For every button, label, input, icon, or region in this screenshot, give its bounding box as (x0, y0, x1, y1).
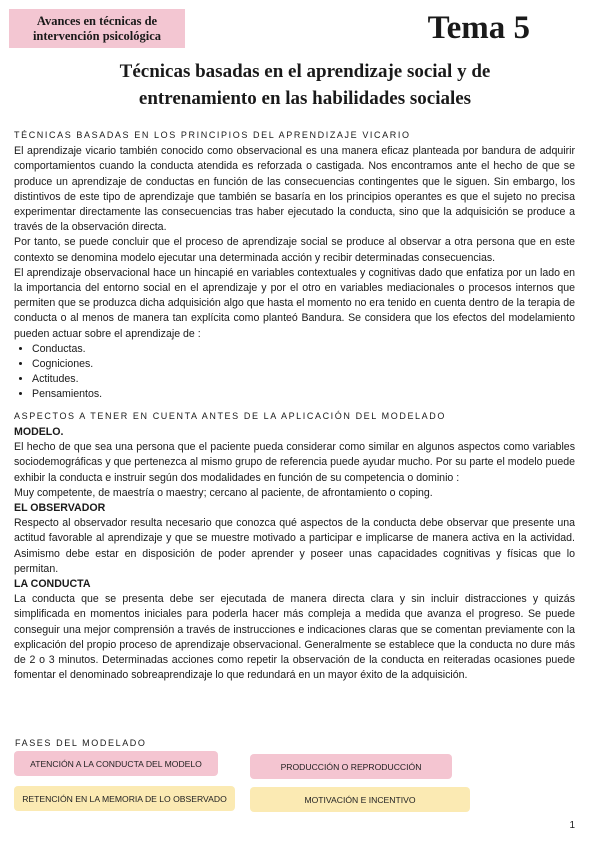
topic-number: Tema 5 (427, 10, 530, 46)
phase-retention: RETENCIÓN EN LA MEMORIA DE LO OBSERVADO (14, 786, 235, 811)
paragraph: El aprendizaje observacional hace un hincapié en variables contextuales y cognitivas dado que enfatiza por un lado en la importancia del entorno social en el aprendizaje y por el otro en variables mediacionales o procesos internos que permiten que se produzca dicha adquisición algo que hasta el momento no era tenido en cuenta dentro de la terapia de conducta o al menos de manera tan explícita como planteó Bandura. Se considera que los efectos del modelamiento pueden actuar sobre el aprendizaje de : (14, 266, 575, 340)
section-heading-aspects: ASPECTOS A TENER EN CUENTA ANTES DE LA APLICACIÓN DEL MODELADO (14, 410, 446, 421)
phase-motivation: MOTIVACIÓN E INCENTIVO (250, 787, 470, 812)
page-title: Técnicas basadas en el aprendizaje social y de entrenamiento en las habilidades sociales (119, 61, 491, 109)
list-item: • Pensamientos. (32, 387, 575, 402)
paragraph: Muy competente, de maestría o maestry; cercano al paciente, de afrontamiento o coping. (14, 486, 433, 499)
section-heading-vicarious: TÉCNICAS BASADAS EN LOS PRINCIPIOS DEL APRENDIZAJE VICARIO (14, 130, 411, 140)
paragraph: Respecto al observador resulta necesario que conozca qué aspectos de la conducta debe observar que presente una actitud favorable al aprendizaje y que se muestre motivado a participar e implicarse de manera activa en la actividad. Asimismo debe estar en disposición de poder aprender y poseer unas capacidades cognitivas y físicas que lo permitan. (14, 517, 575, 575)
main-content (14, 128, 575, 684)
phase-attention: ATENCIÓN A LA CONDUCTA DEL MODELO (14, 751, 218, 776)
subheading-conducta: LA CONDUCTA (14, 578, 91, 591)
course-badge (9, 9, 185, 48)
list-item: • Actitudes. (32, 372, 575, 387)
paragraph: Por tanto, se puede concluir que el proceso de aprendizaje social se produce al observar a otra persona que en este contexto se denomina modelo ejecutar una determinada acción y recibir determinadas consecuencias. (14, 236, 575, 264)
subheading-modelo: MODELO. (14, 426, 64, 439)
paragraph: El hecho de que sea una persona que el paciente pueda considerar como similar en algunos aspectos como variables sociodemográficas y que pertenezca al mismo grupo de referencia puede ayudar mucho. Por su parte el modelo puede exhibir la conducta e instruir según dos modalidades en función de su competencia o dominio : (14, 441, 575, 484)
subheading-observador: EL OBSERVADOR (14, 502, 106, 515)
page-number: 1 (569, 820, 575, 831)
effects-list (14, 342, 575, 402)
phases-heading: FASES DEL MODELADO (15, 738, 147, 748)
paragraph: El aprendizaje vicario también conocido como observacional es una manera eficaz planteada por bandura de adquirir comportamientos cuando la conducta atendida es reforzada o castigada. Nos encontramos ante el hecho de que se produce un aprendizaje de conductas en función de las consecuencias contingentes que le siguen. Sin embargo, los distintivos de este tipo de aprendizaje que también se basaría en los principios operantes es que el sujeto no precisa experimentar directamente las consecuencias tras haber ejecutado la conducta, sino que la adquisición se produce a través de la observación directa. (14, 145, 575, 234)
list-item: • Cogniciones. (32, 357, 575, 372)
course-badge-label: Avances en técnicas de intervención psicológica (32, 13, 162, 43)
paragraph: La conducta que se presenta debe ser ejecutada de manera directa clara y sin incluir distracciones y quizás simplificada en momentos iniciales para poderla hacer más compleja a medida que avanza el progreso. Se puede conseguir una mejor comprensión a través de instrucciones e indicaciones claras que se comentan previamente con la explicación del propio proceso de aprendizaje observacional. Generalmente se establece que la conducta no dure más de 2 o 3 minutos. Determinadas acciones como repetir la observación de la conducta en reiteradas ocasiones puede fomentar el denominado sobreaprendizaje lo que redundará en un mayor éxito de la adquisición. (14, 593, 575, 682)
list-item: • Conductas. (32, 342, 575, 357)
phase-production: PRODUCCIÓN O REPRODUCCIÓN (250, 754, 452, 779)
